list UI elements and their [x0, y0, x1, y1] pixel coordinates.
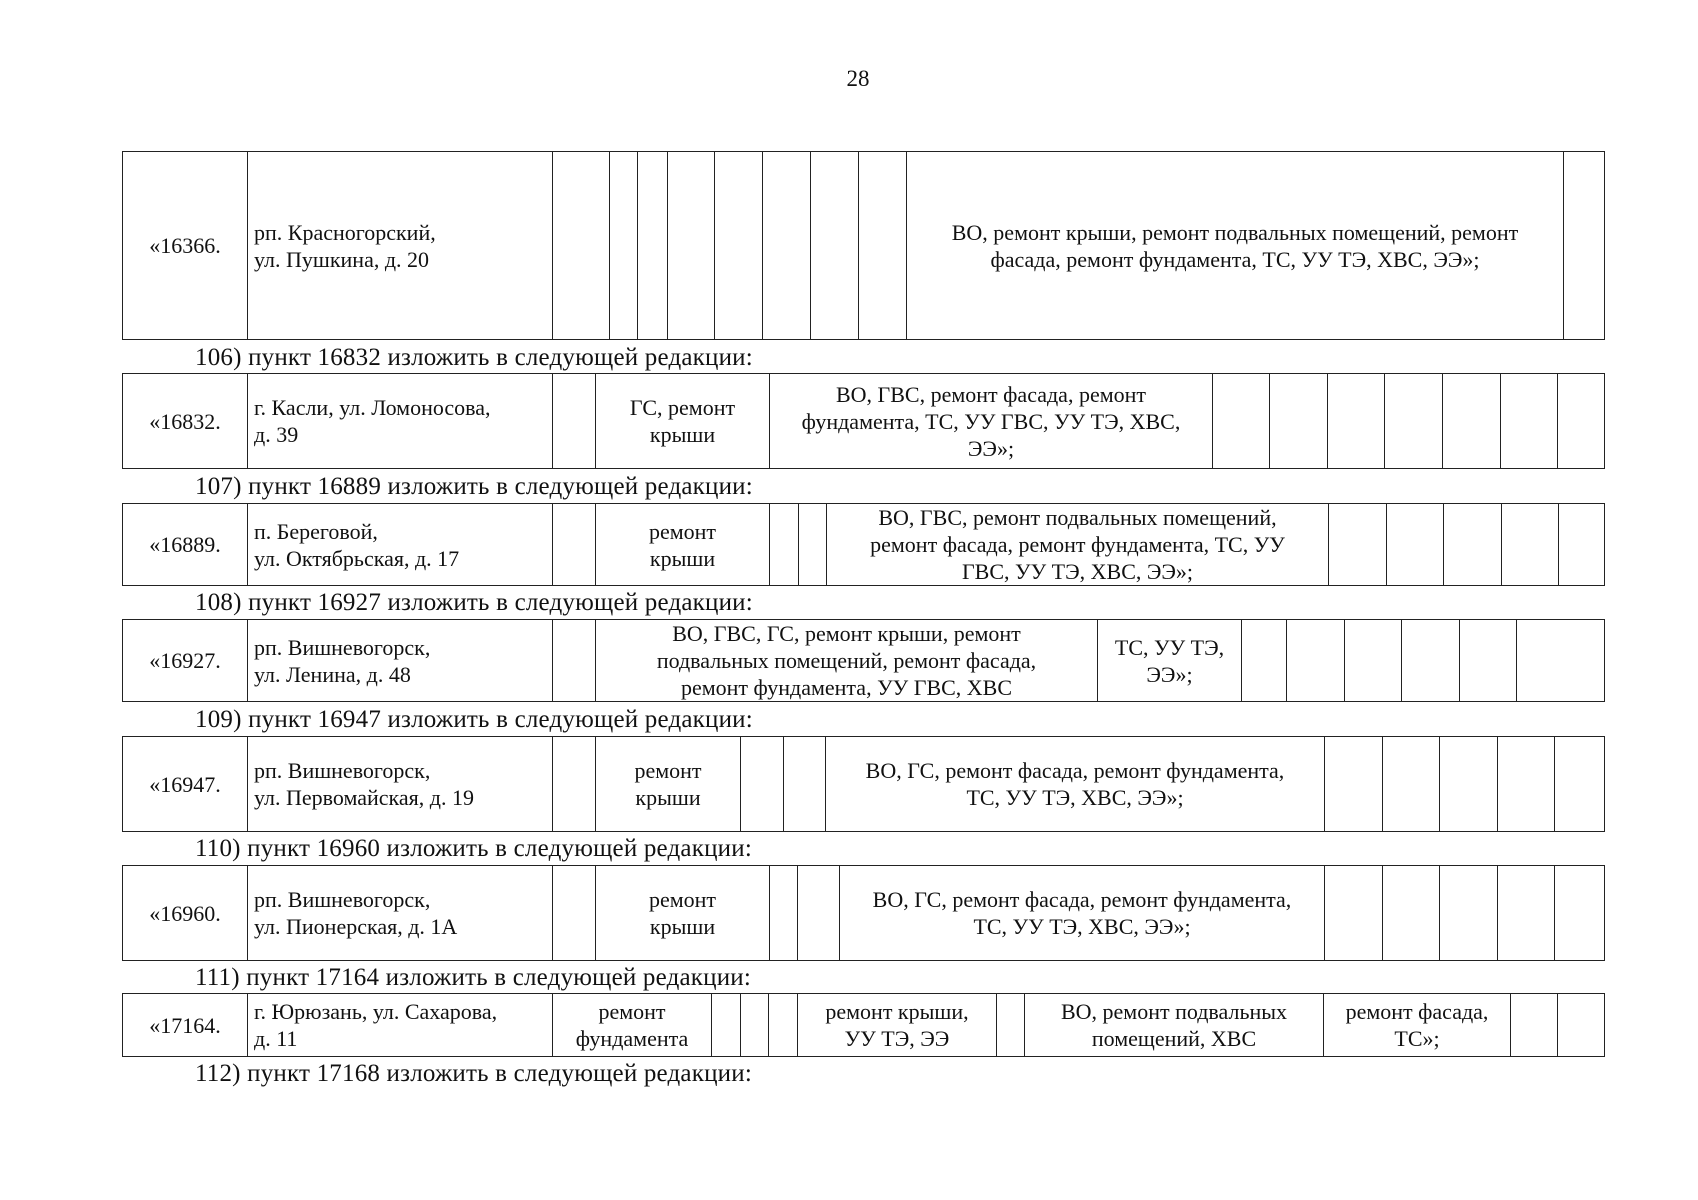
- record-cell-b: [770, 374, 1213, 469]
- cell-line: крыши: [649, 545, 716, 571]
- cell-line: ул. Пушкина, д. 20: [254, 246, 430, 272]
- record-table-16927: [122, 619, 1605, 702]
- record-cell-d: [1324, 994, 1511, 1057]
- record-address: [248, 737, 553, 832]
- empty-cell: [1387, 504, 1444, 586]
- record-table-16889: [122, 503, 1605, 586]
- empty-cell: [553, 504, 596, 586]
- record-cell-a: [596, 620, 1098, 702]
- cell-line: ул. Пионерская, д. 1А: [254, 914, 458, 939]
- cell-line: подвальных помещений, ремонт фасада,: [656, 648, 1037, 673]
- empty-cell: [1402, 620, 1460, 702]
- empty-cell: [1564, 152, 1605, 340]
- record-cell-a: [553, 994, 712, 1057]
- record-cell-b: [1098, 620, 1242, 702]
- record-cell-b: [827, 504, 1329, 586]
- empty-cell: [1325, 866, 1383, 961]
- cell-line: УУ ТЭ, ЭЭ: [844, 1026, 950, 1051]
- record-number: «16889.: [123, 504, 248, 586]
- record-number: «17164.: [123, 994, 248, 1057]
- record-number: «16927.: [123, 620, 248, 702]
- empty-cell: [1242, 620, 1287, 702]
- empty-cell: [668, 152, 715, 340]
- empty-cell: [1460, 620, 1517, 702]
- empty-cell: [1498, 866, 1555, 961]
- record-address: [248, 866, 553, 961]
- empty-cell: [1213, 374, 1270, 469]
- cell-line: крыши: [649, 422, 716, 447]
- record-cell-a: [596, 737, 741, 832]
- section-heading-108: 108) пункт 16927 изложить в следующей редакции:: [195, 589, 753, 616]
- empty-cell: [1328, 374, 1385, 469]
- empty-cell: [553, 152, 610, 340]
- empty-cell: [770, 866, 798, 961]
- cell-line: ВО, ГВС, ремонт фасада, ремонт: [835, 381, 1147, 407]
- cell-line: крыши: [635, 785, 701, 810]
- cell-line: ВО, ГВС, ремонт подвальных помещений,: [878, 505, 1277, 530]
- record-table-17164: [122, 993, 1605, 1057]
- cell-line: ремонт крыши,: [825, 999, 969, 1024]
- empty-cell: [638, 152, 668, 340]
- empty-cell: [1325, 737, 1383, 832]
- cell-line: рп. Красногорский,: [254, 219, 436, 245]
- empty-cell: [1329, 504, 1387, 586]
- empty-cell: [553, 866, 596, 961]
- empty-cell: [859, 152, 907, 340]
- empty-cell: [1558, 374, 1605, 469]
- cell-line: ремонт: [634, 758, 702, 783]
- cell-line: ВО, ремонт крыши, ремонт подвальных помещений, ремонт: [951, 219, 1519, 245]
- cell-line: ремонт фасада, ремонт фундамента, ТС, УУ: [870, 532, 1285, 557]
- empty-cell: [1443, 374, 1501, 469]
- empty-cell: [1383, 866, 1440, 961]
- empty-cell: [553, 737, 596, 832]
- empty-cell: [1555, 737, 1605, 832]
- empty-cell: [741, 994, 769, 1057]
- cell-line: ТС, УУ ТЭ, ХВС, ЭЭ»;: [966, 785, 1184, 810]
- cell-line: ТС, УУ ТЭ,: [1114, 634, 1225, 660]
- section-heading-112: 112) пункт 17168 изложить в следующей редакции:: [195, 1060, 752, 1087]
- record-works: [907, 152, 1564, 340]
- cell-line: ВО, ремонт подвальных: [1060, 999, 1288, 1024]
- record-cell-a: [596, 866, 770, 961]
- record-cell-b: [798, 994, 997, 1057]
- empty-cell: [769, 994, 798, 1057]
- cell-line: фундамента, ТС, УУ ГВС, УУ ТЭ, ХВС,: [801, 408, 1181, 434]
- cell-line: ул. Первомайская, д. 19: [254, 785, 474, 810]
- cell-line: рп. Вишневогорск,: [254, 634, 431, 660]
- empty-cell: [770, 504, 799, 586]
- record-number: «16947.: [123, 737, 248, 832]
- empty-cell: [1502, 504, 1559, 586]
- empty-cell: [1385, 374, 1443, 469]
- record-table-16947: [122, 736, 1605, 832]
- empty-cell: [1511, 994, 1558, 1057]
- cell-line: рп. Вишневогорск,: [254, 887, 431, 912]
- empty-cell: [715, 152, 763, 340]
- empty-cell: [799, 504, 827, 586]
- empty-cell: [997, 994, 1025, 1057]
- cell-line: ремонт: [648, 887, 717, 912]
- cell-line: ЭЭ»;: [1146, 661, 1193, 687]
- empty-cell: [1501, 374, 1558, 469]
- record-cell-b: [840, 866, 1325, 961]
- empty-cell: [763, 152, 811, 340]
- empty-cell: [553, 620, 596, 702]
- record-number: «16832.: [123, 374, 248, 469]
- empty-cell: [553, 374, 596, 469]
- cell-line: ВО, ГВС, ГС, ремонт крыши, ремонт: [672, 621, 1021, 646]
- record-cell-c: [1025, 994, 1324, 1057]
- empty-cell: [1383, 737, 1440, 832]
- record-number: «16960.: [123, 866, 248, 961]
- cell-line: помещений, ХВС: [1091, 1026, 1257, 1051]
- record-cell-b: [826, 737, 1325, 832]
- page-number: 28: [846, 66, 870, 91]
- cell-line: фасада, ремонт фундамента, ТС, УУ ТЭ, ХВС, ЭЭ»;: [990, 246, 1480, 272]
- section-heading-109: 109) пункт 16947 изложить в следующей редакции:: [195, 706, 753, 733]
- empty-cell: [741, 737, 784, 832]
- cell-line: г. Касли, ул. Ломоносова,: [254, 395, 491, 420]
- empty-cell: [610, 152, 638, 340]
- cell-line: д. 11: [254, 1026, 298, 1051]
- empty-cell: [1287, 620, 1345, 702]
- record-address: [248, 504, 553, 586]
- cell-line: п. Береговой,: [254, 518, 378, 544]
- section-heading-111: 111) пункт 17164 изложить в следующей редакции:: [195, 964, 752, 991]
- empty-cell: [1555, 866, 1605, 961]
- record-number: «16366.: [123, 152, 248, 340]
- cell-line: г. Юрюзань, ул. Сахарова,: [254, 999, 498, 1024]
- empty-cell: [1440, 737, 1498, 832]
- record-cell-a: [596, 504, 770, 586]
- empty-cell: [1444, 504, 1502, 586]
- record-address: [248, 374, 553, 469]
- empty-cell: [784, 737, 826, 832]
- empty-cell: [1270, 374, 1328, 469]
- cell-line: ул. Октябрьская, д. 17: [254, 545, 460, 571]
- empty-cell: [1498, 737, 1555, 832]
- record-cell-a: [596, 374, 770, 469]
- empty-cell: [1345, 620, 1402, 702]
- cell-line: фундамента: [575, 1026, 689, 1051]
- cell-line: ул. Ленина, д. 48: [254, 661, 411, 687]
- cell-line: ремонт: [598, 999, 666, 1024]
- empty-cell: [811, 152, 859, 340]
- cell-line: ТС, УУ ТЭ, ХВС, ЭЭ»;: [973, 914, 1191, 939]
- cell-line: ремонт: [648, 518, 717, 544]
- cell-line: ВО, ГС, ремонт фасада, ремонт фундамента,: [872, 887, 1292, 912]
- record-table-16366: [122, 151, 1605, 340]
- cell-line: ремонт фундамента, УУ ГВС, ХВС: [680, 675, 1013, 700]
- empty-cell: [1517, 620, 1605, 702]
- cell-line: ЭЭ»;: [967, 435, 1015, 461]
- empty-cell: [712, 994, 741, 1057]
- record-address: [248, 994, 553, 1057]
- record-address: [248, 152, 553, 340]
- record-address: [248, 620, 553, 702]
- empty-cell: [1558, 994, 1605, 1057]
- cell-line: крыши: [649, 914, 716, 939]
- section-heading-107: 107) пункт 16889 изложить в следующей редакции:: [195, 473, 753, 500]
- cell-line: д. 39: [254, 422, 299, 447]
- cell-line: ВО, ГС, ремонт фасада, ремонт фундамента,: [865, 758, 1285, 783]
- cell-line: ТС»;: [1394, 1026, 1440, 1051]
- cell-line: ГВС, УУ ТЭ, ХВС, ЭЭ»;: [961, 559, 1194, 584]
- cell-line: ГС, ремонт: [629, 395, 736, 420]
- empty-cell: [1440, 866, 1498, 961]
- section-heading-106: 106) пункт 16832 изложить в следующей редакции:: [195, 344, 753, 371]
- record-table-16832: [122, 373, 1605, 469]
- cell-line: ремонт фасада,: [1345, 999, 1489, 1024]
- cell-line: рп. Вишневогорск,: [254, 758, 431, 783]
- record-table-16960: [122, 865, 1605, 961]
- empty-cell: [1559, 504, 1605, 586]
- empty-cell: [798, 866, 840, 961]
- section-heading-110: 110) пункт 16960 изложить в следующей редакции:: [195, 835, 752, 862]
